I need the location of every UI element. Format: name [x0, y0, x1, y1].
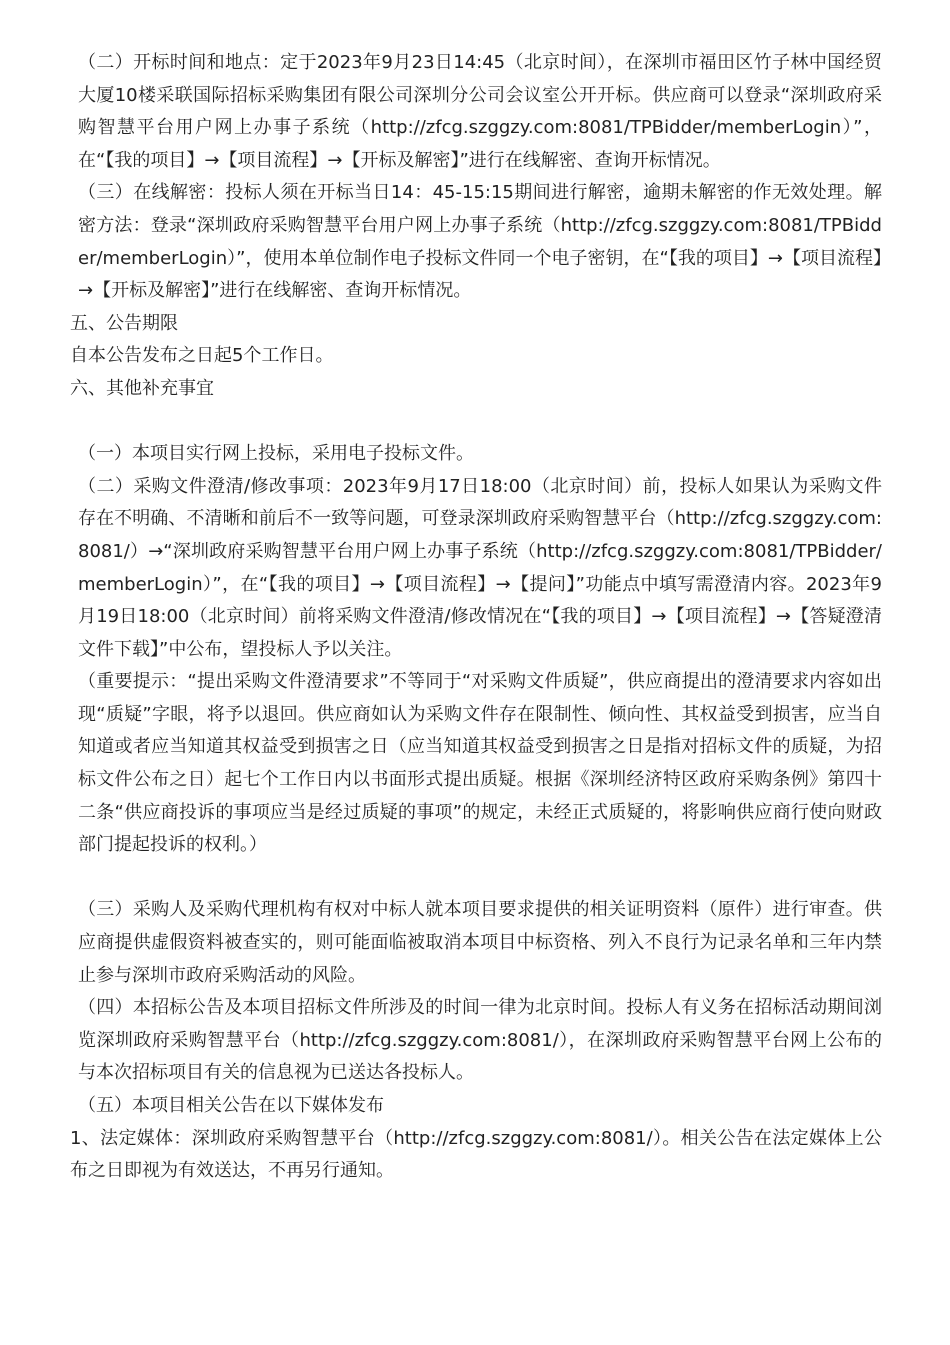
- blank-line: [70, 862, 882, 895]
- blank-line: [70, 406, 882, 439]
- verification-paragraph: （三）采购人及采购代理机构有权对中标人就本项目要求提供的相关证明资料（原件）进行审查。供应商提供虚假资料被查实的，则可能面临被取消本项目中标资格、列入不良行为记录名单和三年内禁止参与深圳市政府采购活动的风险。: [78, 899, 882, 986]
- section-5-heading: 五、公告期限: [70, 312, 178, 334]
- online-decryption-paragraph: （三）在线解密：投标人须在开标当日14：45-15:15期间进行解密，逾期未解密的作无效处理。解密方法：登录“深圳政府采购智慧平台用户网上办事子系统（http://zfcg.szggzy.com:8081/TPBidder/memberLogin）”，使用本单位制作电子投标文件同一个电子密钥，在“【我的项目】→【项目流程】→【开标及解密】”进行在线解密、查询开标情况。: [78, 182, 882, 302]
- online-bidding-paragraph: （一）本项目实行网上投标，采用电子投标文件。: [78, 443, 474, 465]
- important-notice-paragraph: （重要提示：“提出采购文件澄清要求”不等同于“对采购文件质疑”，供应商提出的澄清要求内容如出现“质疑”字眼，将予以退回。供应商如认为采购文件存在限制性、倾向性、其权益受到损害，应当自知道或者应当知道其权益受到损害之日（应当知道其权益受到损害之日是指对招标文件的质疑，为招标文件公布之日）起七个工作日内以书面形式提出质疑。根据《深圳经济特区政府采购条例》第四十二条“供应商投诉的事项应当是经过质疑的事项”的规定，未经正式质疑的，将影响供应商行使向财政部门提起投诉的权利。）: [78, 671, 882, 856]
- beijing-time-paragraph: （四）本招标公告及本项目招标文件所涉及的时间一律为北京时间。投标人有义务在招标活动期间浏览深圳政府采购智慧平台（http://zfcg.szggzy.com:8081/），在深圳政府采购智慧平台网上公布的与本次招标项目有关的信息视为已送达各投标人。: [78, 997, 882, 1084]
- section-6-heading: 六、其他补充事宜: [70, 377, 214, 399]
- statutory-media-paragraph: 1、法定媒体：深圳政府采购智慧平台（http://zfcg.szggzy.com:8081/）。相关公告在法定媒体上公布之日即视为有效送达，不再另行通知。: [70, 1127, 882, 1182]
- media-heading-paragraph: （五）本项目相关公告在以下媒体发布: [78, 1095, 384, 1116]
- document-page: [70, 47, 882, 1188]
- bid-opening-time-place-paragraph: （二）开标时间和地点：定于2023年9月23日14:45（北京时间），在深圳市福田区竹子林中国经贸大厦10楼采联国际招标采购集团有限公司深圳分公司会议室公开开标。供应商可以登录“深圳政府采购智慧平台用户网上办事子系统（http://zfcg.szggzy.com:8081/TPBidder/memberLogin）”，在“【我的项目】→【项目流程】→【开标及解密】”进行在线解密、查询开标情况。: [78, 52, 882, 171]
- section-5-body: 自本公告发布之日起5个工作日。: [70, 345, 334, 367]
- clarification-paragraph: （二）采购文件澄清/修改事项：2023年9月17日18:00（北京时间）前，投标人如果认为采购文件存在不明确、不清晰和前后不一致等问题，可登录深圳政府采购智慧平台（http://zfcg.szggzy.com:8081/）→“深圳政府采购智慧平台用户网上办事子系统（http://zfcg.szggzy.com:8081/TPBidder/memberLogin）”，在“【我的项目】→【项目流程】→【提问】”功能点中填写需澄清内容。2023年9月19日18:00（北京时间）前将采购文件澄清/修改情况在“【我的项目】→【项目流程】→【答疑澄清文件下载】”中公布，望投标人予以关注。: [78, 475, 882, 660]
